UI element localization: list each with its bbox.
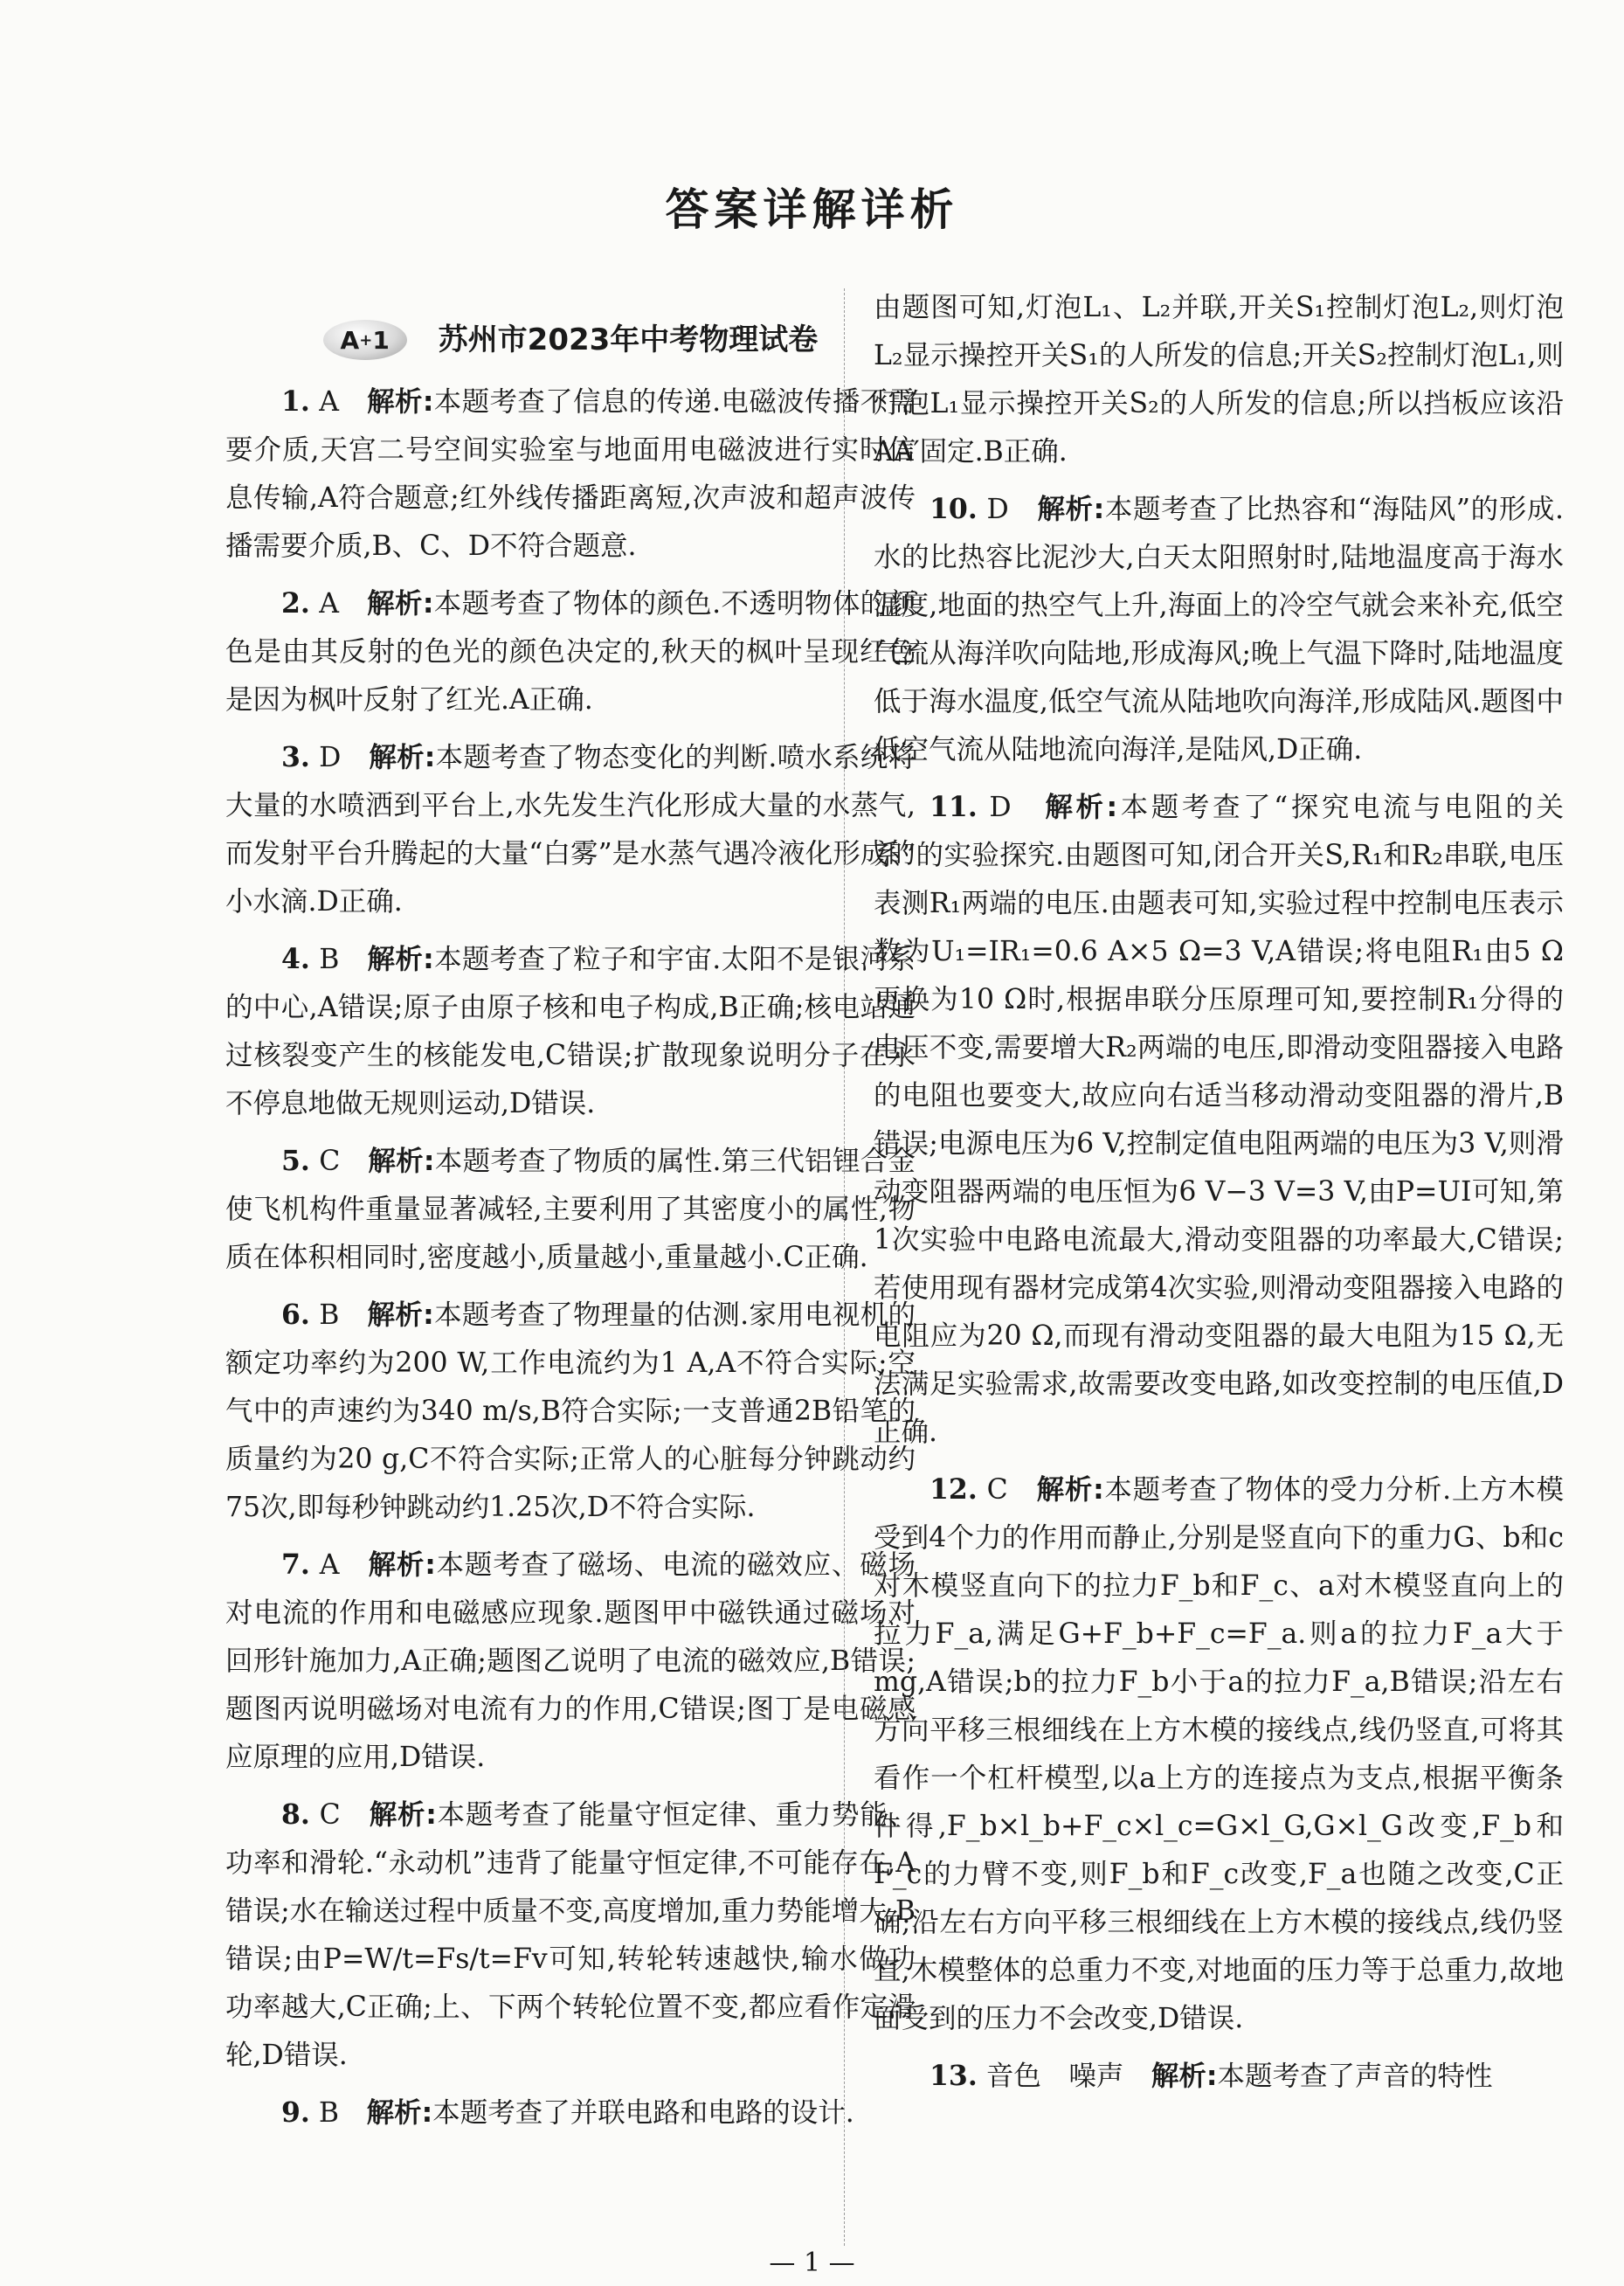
question-number: 10. xyxy=(929,493,978,525)
page-title: 答案详解详析 xyxy=(665,184,959,235)
answer-item xyxy=(225,579,916,724)
answer-item xyxy=(874,1465,1564,2043)
question-number: 2. xyxy=(281,587,310,620)
answer-choice: D xyxy=(319,742,342,773)
answer-choice: B xyxy=(319,944,340,975)
badge-letter: A xyxy=(340,325,360,355)
explanation-text: 本题考查了磁场、电流的磁效应、磁场对电流的作用和电磁感应现象.题图甲中磁铁通过磁场对回形针施加力,A正确;题图乙说明了电流的磁效应,B错误;题图丙说明磁场对电流有力的作用,C错误;图丁是电磁感应原理的应用,D错误. xyxy=(225,1549,916,1773)
analysis-label: 解析: xyxy=(1151,2061,1218,2092)
explanation-text: 本题考查了“探究电流与电阻的关系”的实验探究.由题图可知,闭合开关S,R₁和R₂串联,电压表测R₁两端的电压.由题表可知,实验过程中控制电压表示数为U₁=IR₁=0.6 A×5 Ω=3 V,A错误;将电阻R₁由5 Ω更换为10 Ω时,根据串联分压原理可知,要控制R₁分得的电压不变,需要增大R₂两端的电压,即滑动变阻器接入电路的电阻也要变大,故应向右适当移动滑动变阻器的滑片,B错误;电源电压为6 V,控制定值电阻两端的电压为3 V,则滑动变阻器两端的电压恒为6 V−3 V=3 V,由P=UI可知,第1次实验中电路电流最大,滑动变阻器的功率最大,C错误;若使用现有器材完成第4次实验,则滑动变阻器接入电路的电阻应为20 Ω,而现有滑动变阻器的最大电阻为15 Ω,无法满足实验需求,故需要改变电路,如改变控制的电压值,D正确. xyxy=(874,792,1564,1448)
question-number: 4. xyxy=(281,943,310,975)
question-number: 1. xyxy=(281,385,310,418)
answer-item xyxy=(874,485,1564,774)
explanation-text: 本题考查了物理量的估测.家用电视机的额定功率约为200 W,工作电流约为1 A,A不符合实际;空气中的声速约为340 m/s,B符合实际;一支普通2B铅笔的质量约为20 g,C不符合实际;正常人的心脏每分钟跳动约75次,即每秒钟跳动约1.25次,D不符合实际. xyxy=(225,1299,916,1523)
answer-item xyxy=(225,2089,916,2137)
section-title: 苏州市2023年中考物理试卷 xyxy=(438,322,819,357)
right-answer-list xyxy=(874,284,1564,2101)
right-column xyxy=(874,284,1564,2109)
analysis-label: 解析: xyxy=(368,1146,435,1177)
answer-item xyxy=(225,1291,916,1532)
analysis-label: 解析: xyxy=(367,1299,434,1331)
left-column xyxy=(225,315,916,2146)
question-number: 12. xyxy=(929,1473,978,1506)
question-number: 5. xyxy=(281,1145,310,1177)
answer-choice: A xyxy=(319,1549,340,1581)
analysis-label: 解析: xyxy=(1037,494,1105,525)
question-number: 11. xyxy=(929,791,978,823)
question-number: 7. xyxy=(281,1548,310,1581)
explanation-text: 本题考查了并联电路和电路的设计. xyxy=(432,2097,854,2129)
question-number: 13. xyxy=(929,2060,978,2092)
column-divider xyxy=(844,288,845,2246)
explanation-text: 本题考查了粒子和宇宙.太阳不是银河系的中心,A错误;原子由原子核和电子构成,B正确;核电站通过核裂变产生的核能发电,C错误;扩散现象说明分子在永不停息地做无规则运动,D错误. xyxy=(225,944,916,1119)
answer-choice: C xyxy=(319,1799,341,1831)
answer-item xyxy=(225,378,916,571)
answer-item xyxy=(225,1541,916,1782)
answer-item xyxy=(874,284,1564,476)
section-badge xyxy=(323,320,407,360)
explanation-text: 本题考查了声音的特性 xyxy=(1217,2061,1493,2092)
analysis-label: 解析: xyxy=(369,742,436,773)
explanation-text: 本题考查了物体的受力分析.上方木模受到4个力的作用而静止,分别是竖直向下的重力G、b和c对木模竖直向下的拉力F_b和F_c、a对木模竖直向上的拉力F_a,满足G+F_b+F_c=F_a.则a的拉力F_a大于mg,A错误;b的拉力F_b小于a的拉力F_a,B错误;沿左右方向平移三根细线在上方木模的接线点,线仍竖直,可将其看作一个杠杆模型,以a上方的连接点为支点,根据平衡条件得,F_b×l_b+F_c×l_c=G×l_G,G×l_G改变,F_b和F_c的力臂不变,则F_b和F_c改变,F_a也随之改变,C正确;沿左右方向平移三根细线在上方木模的接线点,线仍竖直,木模整体的总重力不变,对地面的压力等于总重力,故地面受到的压力不会改变,D错误. xyxy=(874,1474,1564,2034)
explanation-text: 本题考查了能量守恒定律、重力势能、功率和滑轮.“永动机”违背了能量守恒定律,不可能存在,A错误;水在输送过程中质量不变,高度增加,重力势能增大,B错误;由P=W/t=Fs/t=Fv可知,转轮转速越快,输水做功功率越大,C正确;上、下两个转轮位置不变,都应看作定滑轮,D错误. xyxy=(225,1799,916,2071)
analysis-label: 解析: xyxy=(1036,1474,1104,1506)
analysis-label: 解析: xyxy=(1045,792,1118,823)
analysis-label: 解析: xyxy=(367,386,434,418)
answer-choice: B xyxy=(319,1299,340,1331)
page-number: — 1 — xyxy=(769,2248,855,2278)
section-header xyxy=(225,315,916,365)
explanation-text: 本题考查了物体的颜色.不透明物体的颜色是由其反射的色光的颜色决定的,秋天的枫叶呈现红色是因为枫叶反射了红光.A正确. xyxy=(225,588,916,716)
answer-item xyxy=(225,935,916,1128)
answer-choice: A xyxy=(319,588,339,620)
answer-choice: C xyxy=(986,1474,1008,1506)
analysis-label: 解析: xyxy=(367,588,434,620)
answer-choice: B xyxy=(318,2097,340,2129)
left-answer-list xyxy=(225,378,916,2137)
analysis-label: 解析: xyxy=(369,1799,437,1831)
answer-item xyxy=(874,2052,1564,2101)
answer-choice: 音色 噪声 xyxy=(985,2061,1124,2092)
question-number: 3. xyxy=(281,741,310,773)
answer-choice: D xyxy=(986,494,1009,525)
question-number: 8. xyxy=(281,1798,310,1831)
question-number: 6. xyxy=(281,1299,310,1331)
answer-item xyxy=(225,1137,916,1282)
answer-item xyxy=(225,1791,916,2080)
analysis-label: 解析: xyxy=(366,2097,433,2129)
explanation-text: 由题图可知,灯泡L₁、L₂并联,开关S₁控制灯泡L₂,则灯泡L₂显示操控开关S₁的人所发的信息;开关S₂控制灯泡L₁,则灯泡L₁显示操控开关S₂的人所发的信息;所以挡板应该沿AA′固定.B正确. xyxy=(874,292,1564,468)
answer-item xyxy=(874,783,1564,1457)
badge-number: 1 xyxy=(372,325,390,355)
answer-choice: C xyxy=(319,1146,341,1177)
question-number: 9. xyxy=(281,2096,310,2129)
answer-item xyxy=(225,733,916,926)
analysis-label: 解析: xyxy=(368,1549,436,1581)
answer-choice: D xyxy=(989,792,1012,823)
badge-sup: + xyxy=(359,330,373,350)
analysis-label: 解析: xyxy=(367,944,434,975)
explanation-text: 本题考查了比热容和“海陆风”的形成.水的比热容比泥沙大,白天太阳照射时,陆地温度高于海水温度,地面的热空气上升,海面上的冷空气就会来补充,低空气流从海洋吹向陆地,形成海风;晚上气温下降时,陆地温度低于海水温度,低空气流从陆地吹向海洋,形成陆风.题图中低空气流从陆地流向海洋,是陆风,D正确. xyxy=(874,494,1564,765)
explanation-text: 本题考查了信息的传递.电磁波传播不需要介质,天宫二号空间实验室与地面用电磁波进行实时信息传输,A符合题意;红外线传播距离短,次声波和超声波传播需要介质,B、C、D不符合题意. xyxy=(225,386,916,562)
answer-choice: A xyxy=(319,386,339,418)
explanation-text: 本题考查了物质的属性.第三代铝锂合金使飞机构件重量显著减轻,主要利用了其密度小的属性,物质在体积相同时,密度越小,质量越小,重量越小.C正确. xyxy=(225,1146,916,1273)
explanation-text: 本题考查了物态变化的判断.喷水系统将大量的水喷洒到平台上,水先发生汽化形成大量的水蒸气,而发射平台升腾起的大量“白雾”是水蒸气遇冷液化形成的小水滴.D正确. xyxy=(225,742,916,918)
